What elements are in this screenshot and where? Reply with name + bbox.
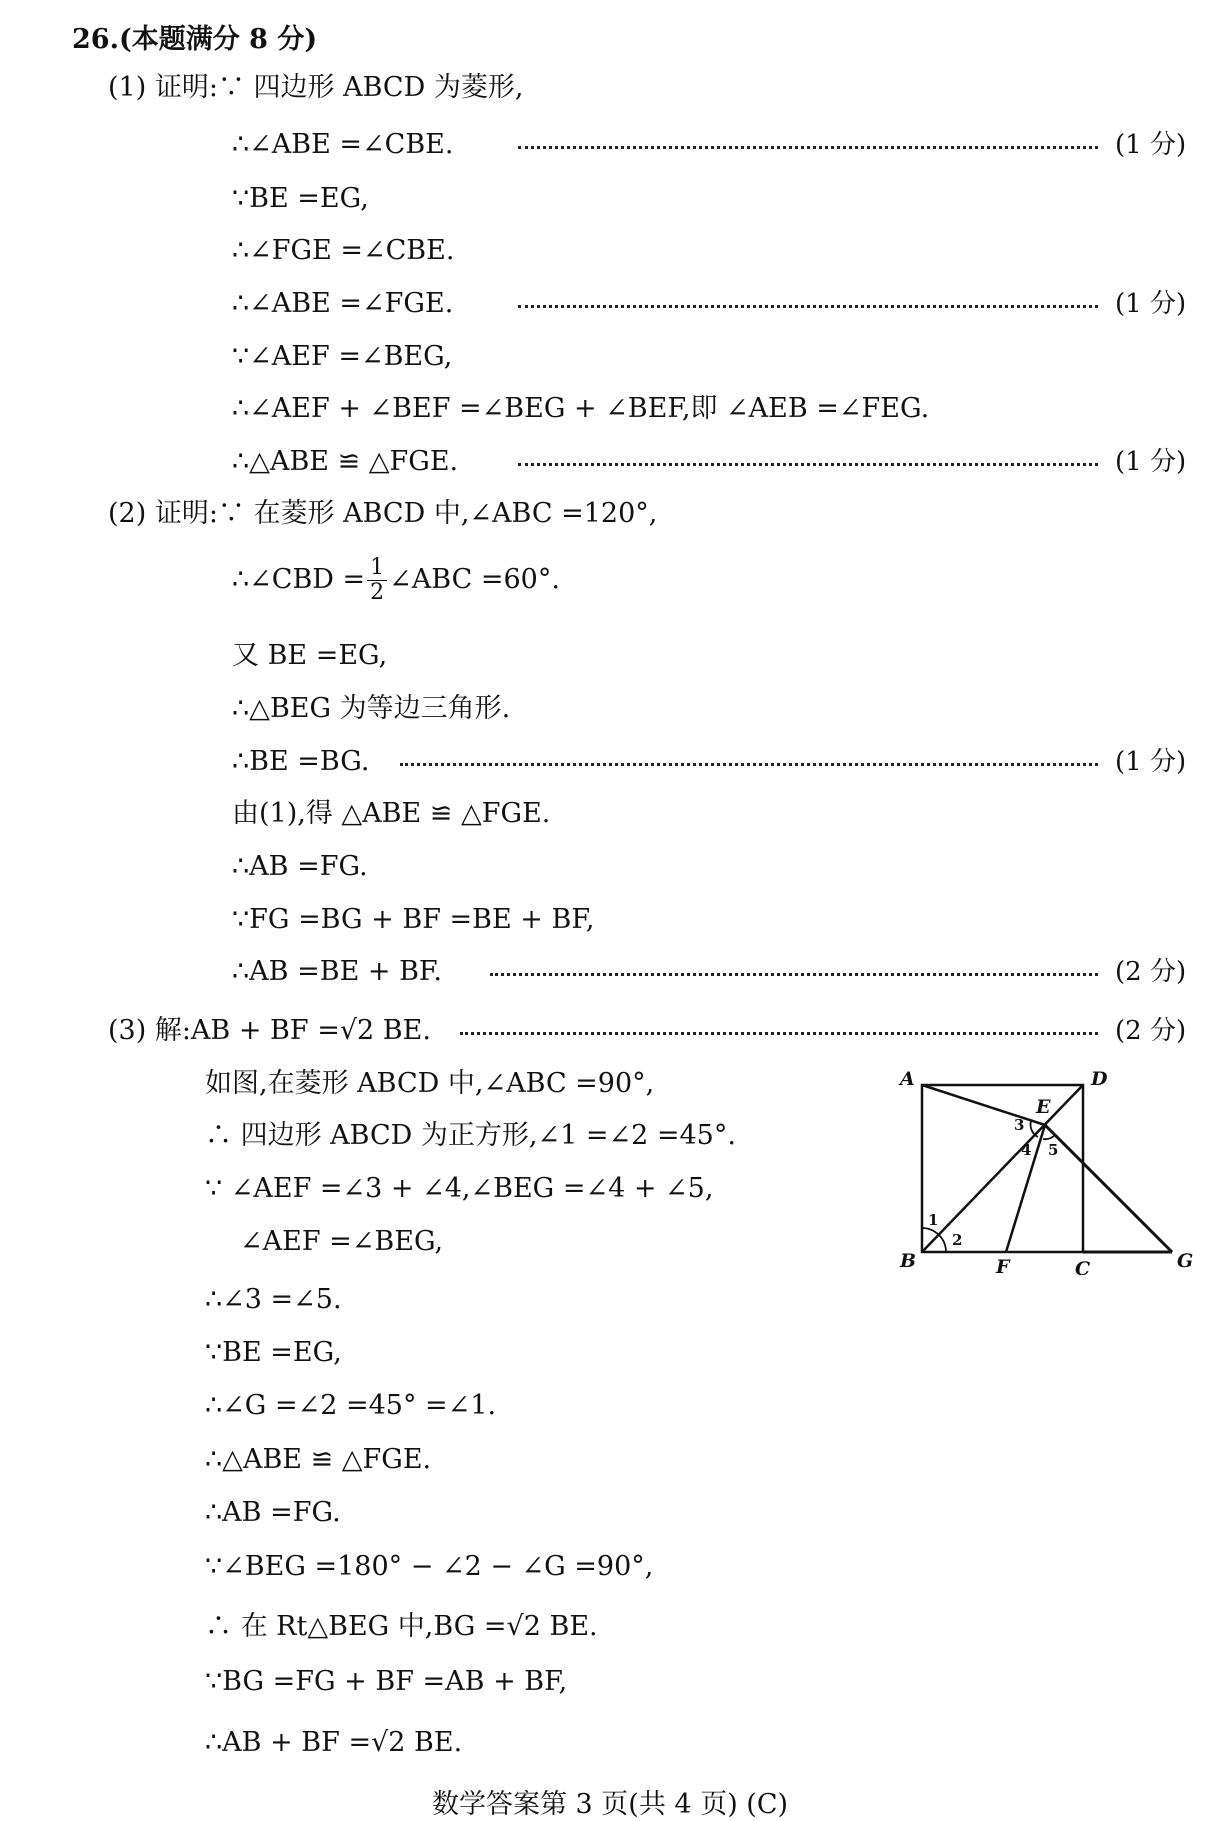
score-6: (2 分) <box>1115 1016 1187 1046</box>
part3-line7: ∵BE =EG, <box>205 1337 342 1368</box>
part1-line4: ∴∠FGE =∠CBE. <box>232 235 455 266</box>
part3-line8: ∴∠G =∠2 =45° =∠1. <box>205 1390 497 1421</box>
score-5: (2 分) <box>1115 957 1187 987</box>
part1-line3: ∵BE =EG, <box>232 183 369 214</box>
part3-line3: ∴ 四边形 ABCD 为正方形,∠1 =∠2 =45°. <box>205 1120 736 1151</box>
part2-line7: ∴AB =FG. <box>232 851 368 882</box>
leader-dots <box>490 973 1098 976</box>
part1-line2: ∴∠ABE =∠CBE. <box>232 129 454 160</box>
part2-line2-post: ∠ABC =60°. <box>389 564 560 595</box>
part2-line8: ∵FG =BG + BF =BE + BF, <box>232 904 595 935</box>
angle-label-3: 3 <box>1014 1116 1025 1134</box>
leader-dots <box>518 305 1098 308</box>
segment-ae <box>922 1085 1045 1125</box>
part1-line1: (1) 证明:∵ 四边形 ABCD 为菱形, <box>108 72 524 103</box>
fraction-denominator: 2 <box>370 580 385 605</box>
angle-label-4: 4 <box>1021 1141 1032 1159</box>
part3-line11: ∵∠BEG =180° − ∠2 − ∠G =90°, <box>205 1551 654 1582</box>
part3-line14: ∴AB + BF =√2 BE. <box>205 1727 463 1758</box>
label-C: C <box>1075 1258 1091 1275</box>
label-E: E <box>1036 1096 1051 1118</box>
label-D: D <box>1091 1068 1108 1090</box>
segment-eg <box>1045 1125 1172 1252</box>
score-1: (1 分) <box>1115 130 1187 160</box>
page-footer: 数学答案第 3 页(共 4 页) (C) <box>431 1789 789 1820</box>
part3-line6: ∴∠3 =∠5. <box>205 1284 342 1315</box>
question-header: 26.(本题满分 8 分) <box>72 24 318 55</box>
label-B: B <box>900 1250 917 1272</box>
angle-label-2: 2 <box>952 1231 963 1249</box>
part2-line6: 由(1),得 △ABE ≌ △FGE. <box>232 798 551 829</box>
label-A: A <box>900 1068 915 1090</box>
fraction-one-half <box>367 556 387 605</box>
score-4: (1 分) <box>1115 747 1187 777</box>
part3-line2: 如图,在菱形 ABCD 中,∠ABC =90°, <box>205 1068 655 1099</box>
angle-label-1: 1 <box>928 1211 939 1229</box>
part2-line9: ∴AB =BE + BF. <box>232 956 443 987</box>
label-G: G <box>1177 1250 1194 1272</box>
part2-line5: ∴BE =BG. <box>232 746 370 777</box>
part1-line5: ∴∠ABE =∠FGE. <box>232 288 454 319</box>
part3-line13: ∵BG =FG + BF =AB + BF, <box>205 1666 568 1697</box>
part2-line3: 又 BE =EG, <box>232 640 388 671</box>
part3-line4: ∵ ∠AEF =∠3 + ∠4,∠BEG =∠4 + ∠5, <box>205 1173 714 1204</box>
part2-line2-pre: ∴∠CBD = <box>232 564 366 595</box>
part2-line4: ∴△BEG 为等边三角形. <box>232 693 511 724</box>
part2-line2 <box>232 550 560 610</box>
score-2: (1 分) <box>1115 289 1187 319</box>
part3-line1: (3) 解:AB + BF =√2 BE. <box>108 1015 431 1046</box>
part1-line8: ∴△ABE ≌ △FGE. <box>232 446 459 477</box>
label-F: F <box>996 1256 1010 1275</box>
part1-line7: ∴∠AEF + ∠BEF =∠BEG + ∠BEF,即 ∠AEB =∠FEG. <box>232 393 930 424</box>
angle-arc-5 <box>1043 1135 1055 1139</box>
part1-line6: ∵∠AEF =∠BEG, <box>232 341 453 372</box>
part3-line12: ∴ 在 Rt△BEG 中,BG =√2 BE. <box>205 1611 598 1642</box>
score-3: (1 分) <box>1115 447 1187 477</box>
leader-dots <box>400 763 1098 766</box>
part3-line9: ∴△ABE ≌ △FGE. <box>205 1444 432 1475</box>
leader-dots <box>460 1032 1098 1035</box>
part2-line1: (2) 证明:∵ 在菱形 ABCD 中,∠ABC =120°, <box>108 498 658 529</box>
part3-line5: ∠AEF =∠BEG, <box>240 1226 444 1257</box>
angle-label-5: 5 <box>1048 1141 1059 1159</box>
part3-line10: ∴AB =FG. <box>205 1497 341 1528</box>
leader-dots <box>518 146 1098 149</box>
square-geometry-figure <box>895 1055 1195 1275</box>
fraction-numerator: 1 <box>367 556 387 581</box>
leader-dots <box>518 463 1098 466</box>
